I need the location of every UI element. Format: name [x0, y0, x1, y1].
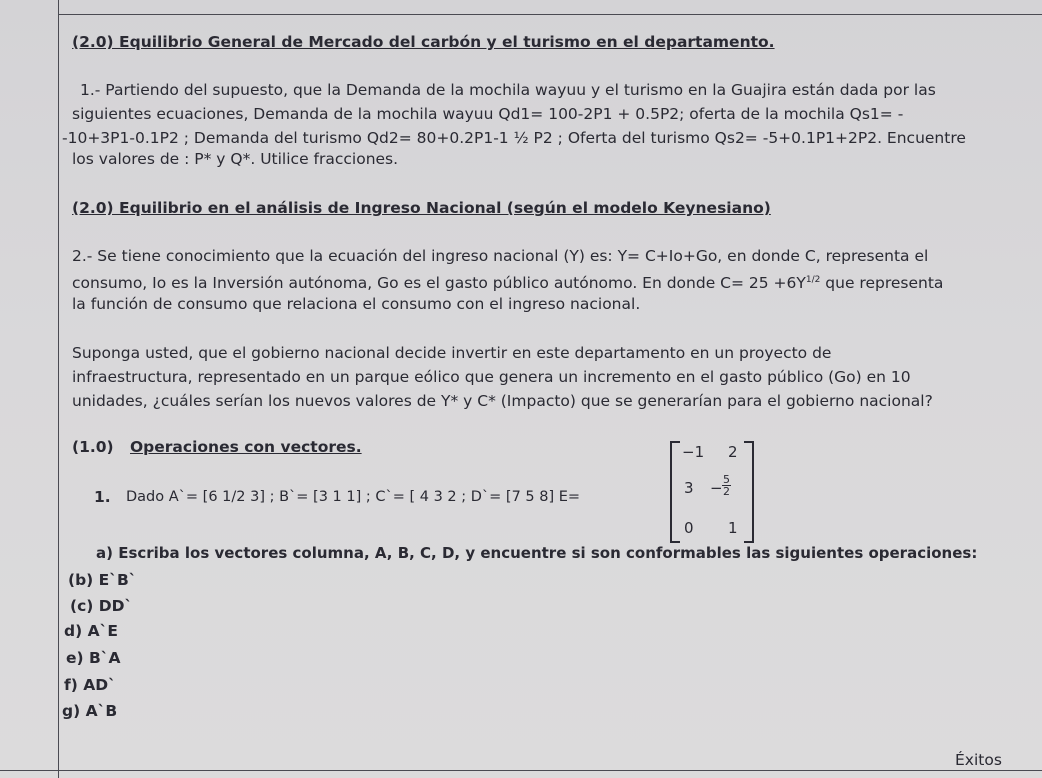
matrix-e	[670, 441, 754, 541]
section2-line-1: 2.- Se tiene conocimiento que la ecuación del ingreso nacional (Y) es: Y= C+Io+Go, en donde C, representa el	[72, 247, 929, 265]
matrix-cell: −1	[682, 443, 705, 461]
section2-line-2-pre: consumo, Io es la Inversión autónoma, Go es el gasto público autónomo. En donde C= 25 +6Y	[72, 274, 806, 292]
operation-g: g) A`B	[62, 702, 118, 720]
matrix-cell: 1	[728, 519, 738, 537]
matrix-cell: 2	[728, 443, 738, 461]
footer-text: Éxitos	[955, 751, 1002, 769]
section2-line-2	[72, 270, 943, 293]
fraction-denominator: 2	[723, 485, 730, 498]
section1-line-1: 1.- Partiendo del supuesto, que la Demanda de la mochila wayuu y el turismo en la Guajira están dada por las	[80, 81, 936, 99]
matrix-fraction	[722, 474, 731, 497]
matrix-cell: 0	[684, 519, 694, 537]
operation-c: (c) DD`	[70, 597, 133, 615]
matrix-right-bracket	[744, 441, 754, 543]
item-number: 1.	[94, 488, 111, 506]
section2-para-2: infraestructura, representado en un parque eólico que genera un incremento en el gasto público (Go) en 10	[72, 368, 911, 386]
frame-bottom-line	[0, 770, 1042, 771]
matrix-minus: −	[710, 479, 723, 497]
section3-score: (1.0)	[72, 438, 114, 456]
section3-title: Operaciones con vectores.	[130, 438, 362, 456]
section1-line-2: siguientes ecuaciones, Demanda de la mochila wayuu Qd1= 100-2P1 + 0.5P2; oferta de la mochila Qs1= -	[72, 105, 904, 123]
section2-line-2-post: que representa	[820, 274, 944, 292]
operation-e: e) B`A	[66, 649, 121, 667]
section2-line-3: la función de consumo que relaciona el consumo con el ingreso nacional.	[72, 295, 641, 313]
question-a: a) Escriba los vectores columna, A, B, C, D, y encuentre si son conformables las siguientes operaciones:	[96, 544, 978, 562]
operation-f: f) AD`	[64, 676, 116, 694]
section1-title: (2.0) Equilibrio General de Mercado del carbón y el turismo en el departamento.	[72, 33, 775, 51]
frame-top-line	[58, 14, 1042, 15]
exponent: 1/2	[805, 275, 821, 285]
matrix-left-bracket	[670, 441, 680, 543]
section2-title: (2.0) Equilibrio en el análisis de Ingreso Nacional (según el modelo Keynesiano)	[72, 199, 771, 217]
section2-para-3: unidades, ¿cuáles serían los nuevos valores de Y* y C* (Impacto) que se generarían para el gobierno nacional?	[72, 392, 933, 410]
fraction-numerator: 5	[723, 473, 730, 486]
matrix-cell: 3	[684, 479, 694, 497]
section1-line-3: -10+3P1-0.1P2 ; Demanda del turismo Qd2= 80+0.2P1-1 ½ P2 ; Oferta del turismo Qs2= -5+0.1P1+2P2. Encuentre	[62, 129, 966, 147]
frame-left-line	[58, 0, 59, 778]
operation-b: (b) E`B`	[68, 571, 137, 589]
section1-line-4: los valores de : P* y Q*. Utilice fracciones.	[72, 150, 399, 168]
given-vectors: Dado A`= [6 1/2 3] ; B`= [3 1 1] ; C`= [ 4 3 2 ; D`= [7 5 8] E=	[126, 489, 581, 505]
section2-para-1: Suponga usted, que el gobierno nacional decide invertir en este departamento en un proyecto de	[72, 344, 832, 362]
operation-d: d) A`E	[64, 622, 118, 640]
